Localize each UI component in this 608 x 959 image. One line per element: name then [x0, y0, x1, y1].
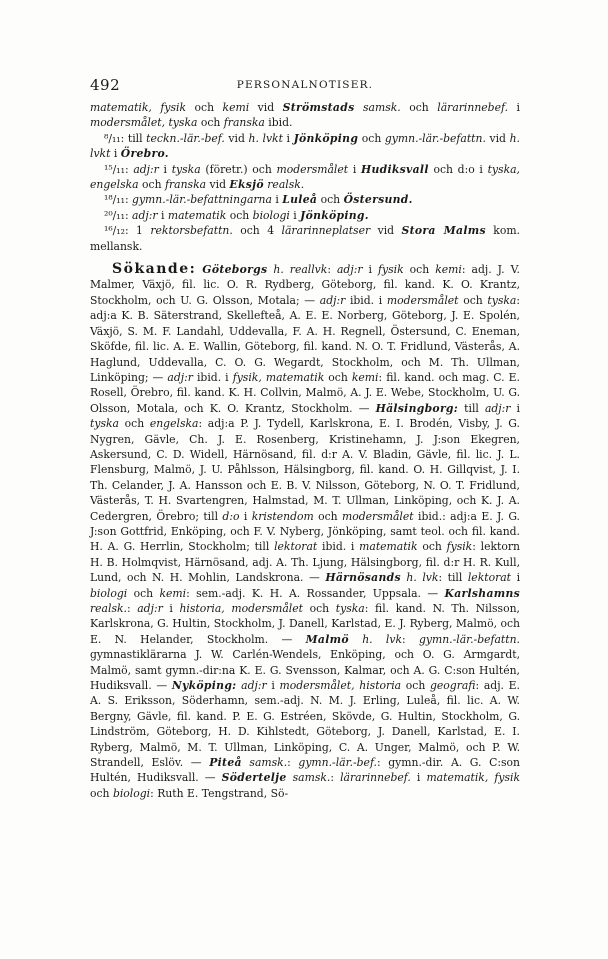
place-name: Örebro.: [120, 147, 169, 161]
text-run: : adj. J. V. Malmer, Växjö, fil. lic. O. R. Rydberg, Göteborg, fil. kand. K. O. Krantz, Stockholm, och U. G. Olsson, Motala; —: [90, 263, 520, 307]
italic-run: franska: [223, 116, 265, 130]
text-run: [354, 101, 363, 114]
italic-run: tyska: [335, 602, 365, 615]
italic-run: adj:r: [167, 370, 193, 384]
italic-run: adj:r: [133, 162, 159, 176]
text-run: i: [510, 401, 521, 415]
body-text: [90, 100, 520, 801]
text-run: och: [458, 293, 488, 307]
italic-run: modersmålet, historia: [279, 679, 402, 693]
text-run: :: [126, 602, 138, 615]
italic-run: samsk.: [362, 101, 401, 114]
italic-run: gymn.-lär.-bef.: [298, 756, 377, 770]
italic-run: h. lvkt: [90, 131, 520, 161]
italic-run: h. lvkt: [248, 131, 283, 145]
text-run: vid: [370, 224, 402, 238]
italic-run: historia, modersmålet: [179, 602, 303, 615]
text-run: vid: [485, 131, 510, 145]
italic-run: tyska: [487, 293, 517, 307]
text-run: : adj:a K. B. Säterstrand, Skellefteå, A. E. E. Norberg, Göteborg, J. E. Spolén, Växjö, S. M. F. Landahl, Uddevalla, F. A. H. Regnell, Östersund, C. Eneman, Sköfde, fil. lic. A. E. Wallin, Göteborg, fil. kand. N. O. T. Fridlund, Västerås, A. Haglund, Uddevalla, C. O. G. Wegardt, Stockholm, och M. Th. Ullman, Linköping; —: [90, 293, 520, 384]
text-run: och: [197, 116, 224, 130]
place-name: Hudiksvall: [361, 162, 429, 176]
italic-run: fysik: [378, 263, 404, 277]
italic-run: teckn.-lär.-bef.: [146, 131, 225, 145]
text-run: och: [401, 679, 430, 693]
text-run: och: [324, 370, 352, 384]
paragraph: [90, 162, 520, 193]
text-run: ²⁰/₁₁:: [104, 208, 133, 222]
italic-run: adj:r: [484, 401, 511, 415]
page-header: [90, 76, 520, 96]
text-run: och: [118, 417, 150, 431]
place-name: Piteå: [209, 756, 242, 770]
text-run: i: [157, 208, 168, 222]
text-run: vid: [224, 131, 249, 145]
text-run: ¹⁸/₁₁:: [104, 193, 133, 207]
text-run: och: [313, 509, 342, 523]
italic-run: h. lvk: [362, 632, 402, 646]
running-title: PERSONALNOTISER.: [236, 79, 374, 91]
text-run: : gymn.-dir. A. G. C:son Hultén, Hudiksvall. —: [90, 756, 520, 785]
italic-run: lärarinnebef.: [340, 771, 411, 785]
place-name: Jönköping: [293, 131, 359, 145]
text-run: : fil. kand. N. Th. Nilsson, Karlskrona, G. Hultin, Stockholm, J. Danell, Karlstad, E. J. Ryberg, Malmö, och E. N. Helander, Stockholm. —: [90, 602, 520, 646]
text-run: i: [289, 208, 301, 222]
text-run: : lektorn H. B. Holmqvist, Härnösand, adj. A. Th. Ljung, Hälsingborg, fil. d:r H. R. Kull, Lund, och N. H. Mohlin, Landskrona. —: [90, 540, 520, 585]
italic-run: h. lvk: [406, 571, 439, 585]
text-run: och: [400, 101, 438, 114]
text-run: :: [330, 771, 341, 785]
italic-run: gymn.-lär.-befattn.: [418, 632, 520, 646]
italic-run: realsk.: [90, 602, 127, 615]
italic-run: biologi: [90, 586, 128, 600]
text-run: [349, 633, 362, 646]
text-run: : sem.-adj. K. H. A. Rossander, Uppsala. —: [186, 586, 445, 600]
text-run: : till: [438, 571, 468, 585]
text-run: till: [458, 401, 485, 415]
place-name: Strömstads: [282, 101, 355, 114]
italic-run: modersmålet, tyska: [90, 116, 198, 130]
text-run: i: [508, 101, 520, 114]
text-run: :: [327, 263, 337, 277]
italic-run: tyska: [171, 162, 201, 176]
italic-run: franska: [165, 178, 207, 192]
italic-run: kemi: [435, 263, 462, 277]
text-run: i: [162, 602, 180, 615]
italic-run: lektorat: [274, 540, 318, 554]
text-run: gymnastiklärarna J. W. Carlén-Wendels, Enköping, och O. G. Armgardt, Malmö, samt gymn.-dir:na K. E. G. Svensson, Kalmar, och A. G. C:son Hultén, Hudiksvall. —: [90, 648, 520, 693]
italic-run: modersmålet: [386, 293, 459, 307]
text-run: :: [287, 756, 299, 770]
paragraph: [90, 208, 520, 223]
italic-run: matematik: [359, 540, 418, 554]
italic-run: lektorat: [467, 571, 512, 585]
text-run: : adj:a P. J. Tydell, Karlskrona, E. I. Brodén, Visby, J. G. Nygren, Gävle, Ch. J. E. Rosenberg, Kristinehamn, J. J:son Ekegren, Askersund, C. D. Widell, Härnösand, fil. d:r A. V. Bladin, Gävle, fil. lic. J. L. Flensburg, Malmö, J. U. Påhlsson, Hälsingborg, fil. kand. O. H. Gillqvist, J. I. Th. Celander, J. A. Hansson och E. B. V. Nilsson, Göteborg, N. O. T. Fridlund, Västerås, T. H. Svartengren, Halmstad, M. T. Ullman, Linköping, och K. J. A. Cedergren, Örebro; till: [90, 417, 520, 523]
place-name: Göteborgs: [202, 263, 268, 277]
text-run: ibid. i: [317, 540, 360, 554]
place-name: Luleå: [282, 193, 318, 207]
page-number: 492: [90, 76, 121, 94]
text-run: i: [266, 679, 280, 693]
text-run: och: [127, 586, 160, 600]
text-run: ¹⁶/₁₂: 1: [104, 224, 151, 238]
text-run: vid: [249, 101, 283, 114]
text-run: och: [358, 131, 385, 145]
italic-run: biologi: [252, 208, 290, 222]
text-run: i: [239, 509, 252, 523]
text-run: i: [410, 771, 427, 785]
text-run: och: [302, 602, 336, 615]
text-run: och: [226, 208, 253, 222]
text-run: och: [90, 786, 113, 800]
text-run: och: [403, 263, 436, 277]
text-run: i: [158, 162, 172, 176]
text-run: och: [138, 178, 165, 192]
text-run: och d:o i: [428, 162, 488, 176]
text-run: och: [417, 540, 447, 554]
italic-run: kristendom: [251, 509, 314, 523]
paragraph: [90, 223, 520, 254]
place-name: Hälsingborg:: [375, 401, 459, 415]
italic-run: kemi: [222, 101, 250, 114]
italic-run: matematik, fysik: [90, 101, 186, 114]
text-run: : fil. kand. och mag. C. E. Rosell, Örebro, fil. kand. K. H. Collvin, Malmö, A. J. E. Webe, Stockholm, U. G. Olsson, Motala, och K. O. Krantz, Stockholm. —: [90, 370, 520, 415]
text-run: ibid.: [264, 116, 293, 130]
italic-run: gymn.-lär.-befattn.: [384, 131, 486, 145]
text-run: i: [282, 131, 294, 145]
text-run: : adj. E. A. S. Eriksson, Söderhamn, sem.-adj. N. M. J. Erling, Luleå, fil. lic. A. W. Bergny, Gävle, fil. kand. P. E. G. Estréen, Skövde, G. Hultin, Stockholm, G. Lindström, Göteborg, H. D. Kihlstedt, Göteborg, J. Danell, Karlstad, E. I. Ryberg, Malmö, M. T. Ullman, Linköping, C. A. Unger, Malmö, och P. W. Strandell, Eslöv. —: [90, 679, 520, 770]
text-run: och 4: [232, 224, 282, 238]
place-name: Södertelje: [221, 771, 287, 785]
italic-run: adj:r: [137, 602, 163, 615]
italic-run: modersmålet: [276, 162, 349, 176]
italic-run: tyska, engelska: [90, 162, 520, 192]
text-run: : Ruth E. Tengstrand, Sö-: [150, 786, 289, 800]
place-name: Jönköping.: [300, 208, 369, 222]
text-run: ibid.: adj:a E. J. G. J:son Gottfrid, Enköping, och F. V. Nyberg, Jönköping, samt teol. och fil. kand. H. A. G. Herrlin, Stockholm; till: [90, 509, 520, 554]
text-run: ¹⁵/₁₁:: [104, 162, 134, 176]
italic-run: matematik, fysik: [426, 771, 520, 785]
section-label: Sökande:: [112, 261, 197, 278]
italic-run: samsk.: [249, 756, 288, 770]
text-run: i: [110, 147, 121, 161]
italic-run: realsk.: [267, 178, 305, 192]
place-name: Östersund.: [343, 193, 413, 207]
italic-run: gymn.-lär.-befattningarna: [132, 193, 272, 207]
text-run: kom. mellansk.: [90, 224, 520, 253]
italic-run: kemi: [351, 370, 379, 384]
text-run: ⁸/₁₁: till: [104, 131, 147, 145]
text-run: i: [348, 162, 361, 176]
italic-run: geografi: [430, 679, 476, 693]
text-run: och: [186, 101, 223, 114]
italic-run: matematik: [167, 208, 227, 222]
italic-run: adj:r: [337, 263, 363, 277]
text-run: i: [362, 263, 379, 277]
text-run: i: [271, 193, 283, 207]
italic-run: samsk.: [292, 771, 331, 785]
italic-run: d:o: [222, 509, 240, 523]
text-run: (företr.) och: [200, 162, 277, 176]
italic-run: fysik, matematik: [232, 370, 325, 384]
place-name: Malmö: [305, 632, 349, 646]
italic-run: lärarinneplatser: [281, 224, 371, 238]
italic-run: h. reallvk: [273, 263, 328, 277]
italic-run: tyska: [90, 417, 119, 431]
text-run: och: [317, 193, 344, 207]
italic-run: adj:r: [241, 679, 267, 693]
place-name: Stora Malms: [401, 224, 486, 238]
italic-run: engelska: [149, 417, 199, 431]
text-run: i: [511, 571, 521, 585]
italic-run: adj:r: [132, 208, 158, 222]
paragraph: [90, 100, 520, 131]
paragraph: [90, 192, 520, 207]
text-run: ibid. i: [192, 370, 233, 384]
place-name: Härnösands: [325, 571, 401, 585]
text-run: vid: [206, 178, 230, 192]
place-name: Eksjö: [229, 178, 264, 192]
italic-run: modersmålet: [342, 509, 414, 523]
italic-run: fysik: [446, 540, 473, 554]
place-name: Nyköping:: [171, 679, 237, 693]
paragraph: [90, 131, 520, 162]
text-run: ibid. i: [345, 293, 387, 307]
text-run: :: [402, 632, 419, 646]
place-name: Karlshamns: [444, 586, 520, 600]
italic-run: kemi: [159, 586, 187, 600]
italic-run: biologi: [112, 786, 151, 800]
applicants-paragraph: [90, 262, 520, 801]
italic-run: rektorsbefattn.: [150, 224, 233, 238]
italic-run: lärarinnebef.: [437, 101, 509, 114]
italic-run: adj:r: [319, 293, 346, 307]
